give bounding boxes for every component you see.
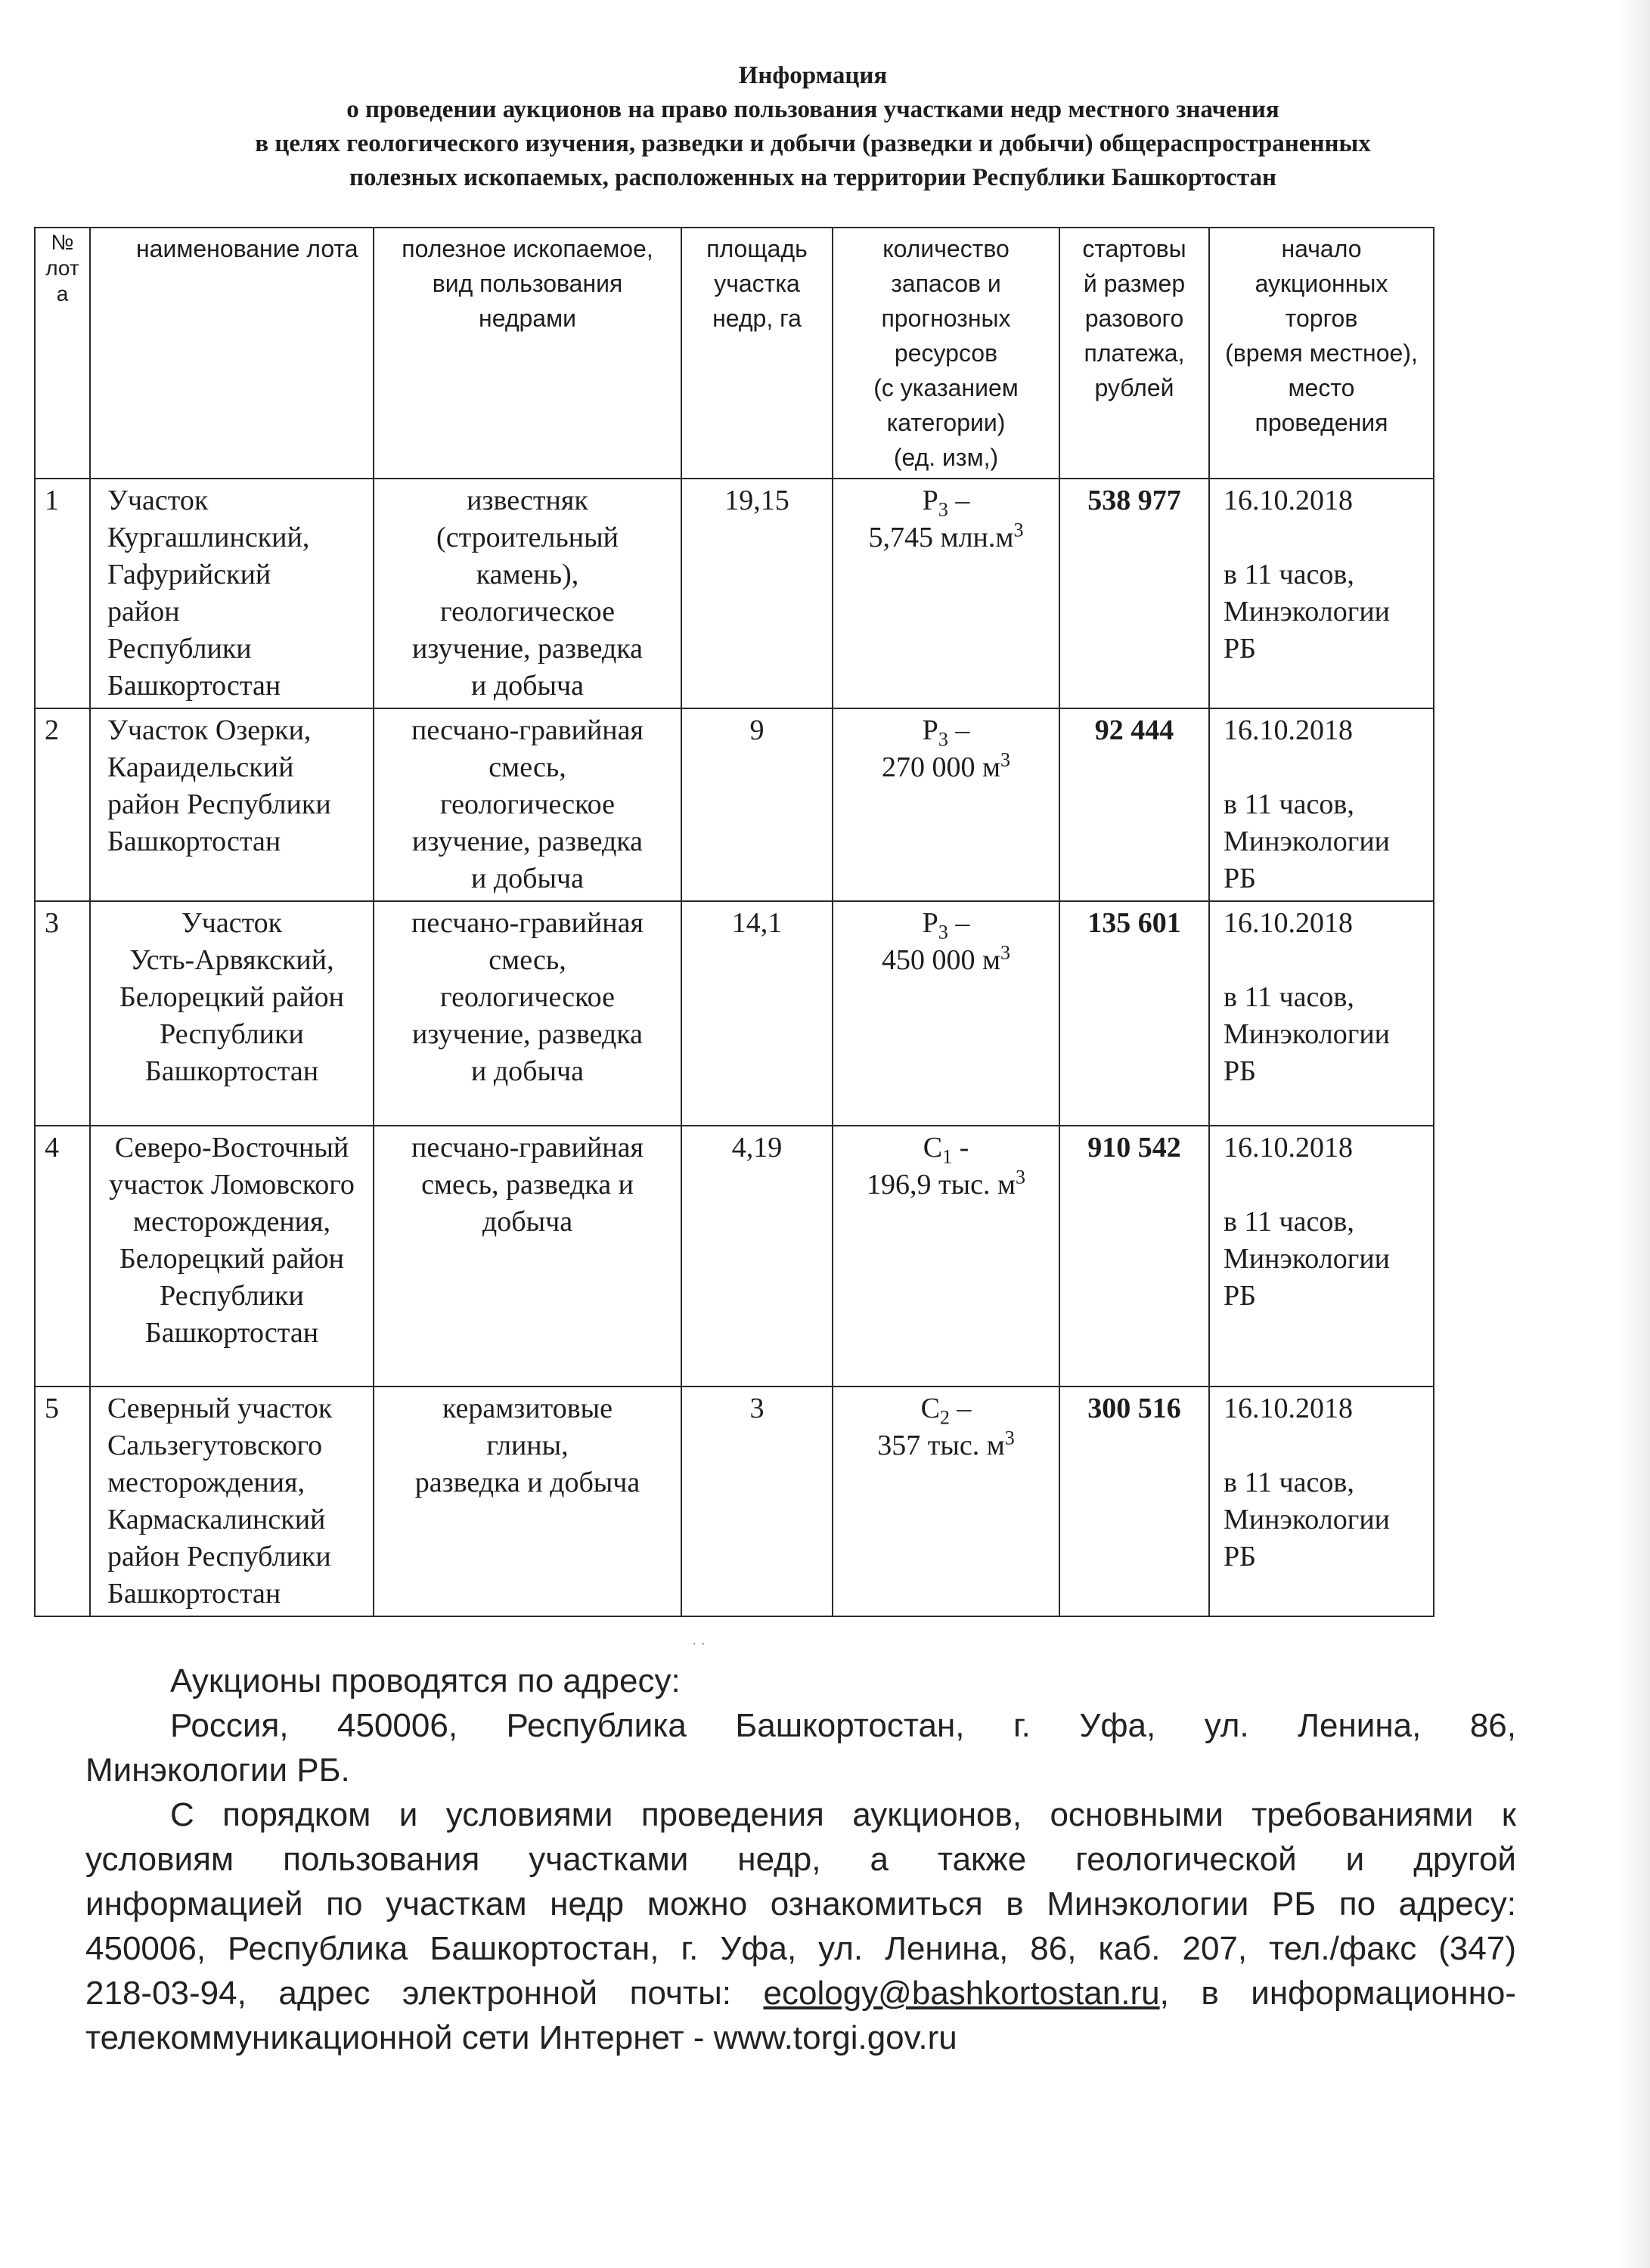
table-row <box>35 1126 1434 1387</box>
lot-name: Участок Усть-Арвякский, Белорецкий район Республики Башкортостан <box>90 901 374 1126</box>
lot-reserves: $Р_3$ – 450 000 $м^3$ <box>833 901 1059 1126</box>
header-area: площадь участка недр, га <box>681 228 833 479</box>
document-title <box>113 59 1512 195</box>
lot-number: 4 <box>35 1126 90 1387</box>
lot-mineral: керамзитовые глины, разведка и добыча <box>374 1387 681 1616</box>
header-reserves: количество запасов и прогнозных ресурсов (с указанием категории) (ед. изм,) <box>833 228 1059 479</box>
lot-reserves: $Р_3$ – 270 000 $м^3$ <box>833 708 1059 901</box>
table-row <box>35 479 1434 708</box>
lot-name: Северный участок Сальзегутовского месторождения, Кармаскалинский район Республики Башкортостан <box>90 1387 374 1616</box>
lot-name: Участок Кургашлинский, Гафурийский район Республики Башкортостан <box>90 479 374 708</box>
header-lot-name: наименование лота <box>90 228 374 479</box>
footer-terms-line-5 <box>85 1971 1516 2015</box>
title-line-3: в целях геологического изучения, разведки и добычи (разведки и добычи) общераспространенных <box>255 130 1371 157</box>
lot-payment: 538 977 <box>1059 479 1209 708</box>
lot-area: 9 <box>681 708 833 901</box>
title-line-1: Информация <box>738 62 888 89</box>
footer-terms-line-4: 450006, Республика Башкортостан, г. Уфа, ул. Ленина, 86, каб. 207, тел./факс (347) <box>85 1930 1516 1967</box>
lot-auction-start: 16.10.2018 в 11 часов, Минэкологии РБ <box>1209 901 1434 1126</box>
header-lot-number: № лот а <box>35 228 90 479</box>
lot-name: Северо-Восточный участок Ломовского месторождения, Белорецкий район Республики Башкортостан <box>90 1126 374 1387</box>
lot-reserves: $Р_3$ – 5,745 $млн.м^3$ <box>833 479 1059 708</box>
lot-auction-start: 16.10.2018 в 11 часов, Минэкологии РБ <box>1209 1126 1434 1387</box>
table-row <box>35 708 1434 901</box>
table-row <box>35 1387 1434 1616</box>
contact-info-suffix: , в информационно- <box>1159 1975 1516 2012</box>
footer-terms-line-6: телекоммуникационной сети Интернет - www.torgi.gov.ru <box>85 2019 957 2056</box>
header-auction-start: начало аукционных торгов (время местное), место проведения <box>1209 228 1434 479</box>
contact-email-link[interactable]: ecology@bashkortostan.ru <box>763 1975 1160 2012</box>
lot-payment: 135 601 <box>1059 901 1209 1126</box>
lot-area: 4,19 <box>681 1126 833 1387</box>
footer-paragraph-1: Аукционы проводятся по адресу: <box>170 1662 681 1699</box>
lot-payment: 92 444 <box>1059 708 1209 901</box>
lot-area: 3 <box>681 1387 833 1616</box>
footer-terms-line-3: информацией по участкам недр можно ознакомиться в Минэкологии РБ по адресу: <box>85 1885 1516 1923</box>
footer-terms-line-1: С порядком и условиями проведения аукционов, основными требованиями к <box>170 1796 1516 1833</box>
lot-mineral: известняк (строительный камень), геологическое изучение, разведка и добыча <box>374 479 681 708</box>
lot-number: 5 <box>35 1387 90 1616</box>
lot-auction-start: 16.10.2018 в 11 часов, Минэкологии РБ <box>1209 708 1434 901</box>
scan-speck: · · <box>692 1636 706 1653</box>
lot-reserves: $С_1$ - 196,9 тыс. $м^3$ <box>833 1126 1059 1387</box>
title-line-4: полезных ископаемых, расположенных на территории Республики Башкортостан <box>349 164 1277 191</box>
title-line-2: о проведении аукционов на право пользования участками недр местного значения <box>346 96 1279 123</box>
table-row <box>35 901 1434 1126</box>
lot-reserves: $С_2$ – 357 тыс. $м^3$ <box>833 1387 1059 1616</box>
lot-auction-start: 16.10.2018 в 11 часов, Минэкологии РБ <box>1209 479 1434 708</box>
lot-mineral: песчано-гравийная смесь, геологическое изучение, разведка и добыча <box>374 708 681 901</box>
lot-area: 14,1 <box>681 901 833 1126</box>
auction-lots-table <box>34 227 1434 1617</box>
lot-number: 3 <box>35 901 90 1126</box>
table-header-row <box>35 228 1434 479</box>
lot-payment: 910 542 <box>1059 1126 1209 1387</box>
lot-number: 2 <box>35 708 90 901</box>
footer-terms-line-2: условиям пользования участками недр, а также геологической и другой <box>85 1841 1516 1878</box>
scan-edge-shadow <box>1620 0 1650 2268</box>
lot-mineral: песчано-гравийная смесь, геологическое изучение, разведка и добыча <box>374 901 681 1126</box>
contact-email-label: 218-03-94, адрес электронной почты: <box>85 1975 764 2012</box>
lot-payment: 300 516 <box>1059 1387 1209 1616</box>
lot-auction-start: 16.10.2018 в 11 часов, Минэкологии РБ <box>1209 1387 1434 1616</box>
header-payment: стартовы й размер разового платежа, рублей <box>1059 228 1209 479</box>
header-mineral: полезное ископаемое, вид пользования недрами <box>374 228 681 479</box>
lot-number: 1 <box>35 479 90 708</box>
lot-area: 19,15 <box>681 479 833 708</box>
lot-mineral: песчано-гравийная смесь, разведка и добыча <box>374 1126 681 1387</box>
footer-address-line-2: Минэкологии РБ. <box>85 1752 350 1789</box>
footer-address-line-1: Россия, 450006, Республика Башкортостан, г. Уфа, ул. Ленина, 86, <box>170 1707 1516 1744</box>
lot-name: Участок Озерки, Караидельский район Республики Башкортостан <box>90 708 374 901</box>
